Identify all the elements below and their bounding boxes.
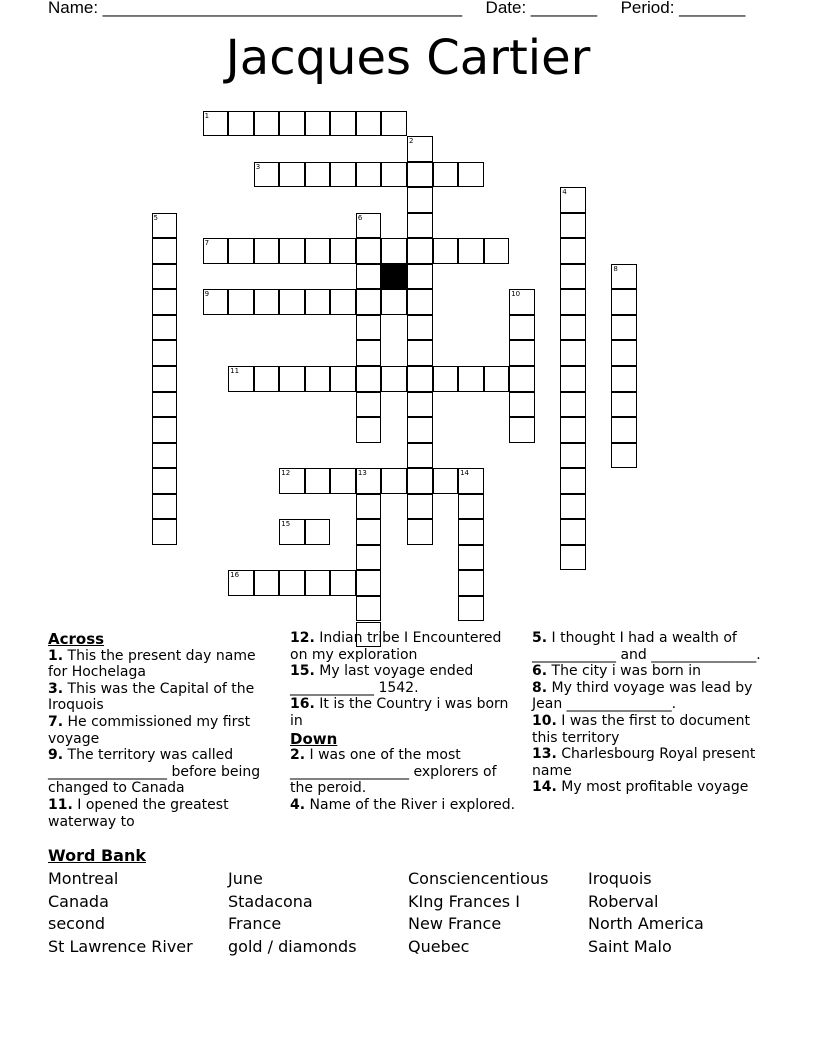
crossword-cell[interactable] [279, 238, 305, 264]
crossword-cell[interactable] [305, 289, 331, 315]
crossword-cell[interactable] [152, 213, 178, 239]
crossword-cell[interactable] [305, 162, 331, 188]
crossword-cell[interactable] [330, 289, 356, 315]
clue-number: 4 [562, 188, 567, 197]
word-bank-item: Roberval [588, 891, 659, 911]
crossword-cell[interactable] [433, 468, 459, 494]
crossword-cell[interactable] [152, 264, 178, 290]
crossword-cell[interactable] [611, 392, 637, 418]
word-bank-title: Word Bank [48, 846, 147, 865]
crossword-cell[interactable] [407, 392, 433, 418]
crossword-cell[interactable] [279, 468, 305, 494]
crossword-cell[interactable] [356, 238, 382, 264]
crossword-cell[interactable] [356, 417, 382, 443]
crossword-cell[interactable] [407, 366, 433, 392]
word-bank-item: Consciencentious [408, 869, 549, 888]
crossword-cell[interactable] [458, 468, 484, 494]
crossword-cell[interactable] [560, 289, 586, 315]
crossword-cell[interactable] [152, 289, 178, 315]
crossword-cell[interactable] [560, 545, 586, 571]
crossword-cell[interactable] [560, 392, 586, 418]
clue-down-4: 4. Name of the River i explored. [290, 796, 516, 813]
crossword-cell[interactable] [611, 417, 637, 443]
crossword-cell[interactable] [254, 366, 280, 392]
name-line: Name: ______________________________________ [48, 0, 463, 17]
down-heading: Down [290, 729, 338, 748]
crossword-cell[interactable] [611, 340, 637, 366]
clue-across-1: 1. This the present day name for Hochelaga [48, 647, 256, 681]
crossword-cell[interactable] [330, 111, 356, 137]
clue-number: 7 [204, 239, 210, 248]
crossword-cell[interactable] [203, 289, 229, 315]
crossword-cell[interactable] [509, 289, 535, 315]
clue-number: 6 [357, 213, 363, 222]
crossword-cell[interactable] [407, 238, 433, 264]
crossword-cell[interactable] [152, 519, 178, 545]
crossword-cell[interactable] [458, 494, 484, 520]
crossword-cell[interactable] [560, 366, 586, 392]
crossword-cell[interactable] [381, 366, 407, 392]
clue-number: 5 [153, 213, 158, 222]
clue-number: 1 [204, 111, 210, 120]
crossword-cell[interactable] [305, 366, 331, 392]
crossword-cell[interactable] [305, 468, 331, 494]
crossword-cell[interactable] [509, 392, 535, 418]
clue-down-5: 5. I thought I had a wealth of ____________ and _______________. [532, 630, 761, 663]
crossword-cell[interactable] [458, 570, 484, 596]
crossword-cell[interactable] [279, 289, 305, 315]
crossword-cell[interactable] [407, 213, 433, 239]
crossword-cell[interactable] [228, 366, 254, 392]
crossword-cell[interactable] [152, 366, 178, 392]
crossword-cell[interactable] [560, 494, 586, 520]
crossword-cell[interactable] [305, 238, 331, 264]
crossword-cell[interactable] [381, 468, 407, 494]
clues-column-3 [532, 630, 764, 796]
crossword-cell[interactable] [279, 162, 305, 188]
crossword-cell[interactable] [381, 238, 407, 264]
clue-across-15: 15. My last voyage ended ____________ 1542. [290, 663, 474, 696]
crossword-cell[interactable] [152, 340, 178, 366]
crossword-cell[interactable] [484, 366, 510, 392]
crossword-cell[interactable] [560, 417, 586, 443]
crossword-cell[interactable] [356, 289, 382, 315]
crossword-cell[interactable] [458, 366, 484, 392]
clue-down-13: 13. Charlesbourg Royal present name [532, 746, 756, 779]
crossword-cell[interactable] [433, 162, 459, 188]
crossword-cell[interactable] [330, 162, 356, 188]
crossword-cell[interactable] [407, 136, 433, 162]
crossword-cell[interactable] [330, 570, 356, 596]
crossword-cell[interactable] [560, 187, 586, 213]
crossword-cell[interactable] [407, 519, 433, 545]
crossword-cell[interactable] [228, 289, 254, 315]
crossword-cell[interactable] [356, 570, 382, 596]
crossword-cell[interactable] [279, 570, 305, 596]
crossword-cell[interactable] [305, 570, 331, 596]
crossword-cell[interactable] [305, 111, 331, 137]
clue-number: 8 [613, 264, 618, 273]
word-bank-item: Stadacona [228, 891, 313, 911]
crossword-cell[interactable] [458, 545, 484, 571]
crossword-cell[interactable] [152, 417, 178, 443]
crossword-cell[interactable] [509, 315, 535, 341]
clue-number: 3 [255, 162, 261, 171]
clue-number: 2 [409, 137, 414, 146]
crossword-cell[interactable] [356, 162, 382, 188]
word-bank-item: Saint Malo [588, 936, 672, 956]
crossword-cell[interactable] [560, 238, 586, 264]
crossword-cell[interactable] [458, 519, 484, 545]
crossword-cell[interactable] [381, 111, 407, 137]
crossword-cell[interactable] [407, 315, 433, 341]
clue-number: 15 [281, 520, 291, 529]
clue-down-6: 6. The city i was born in [532, 663, 701, 680]
crossword-cell[interactable] [458, 238, 484, 264]
clue-number: 11 [230, 367, 240, 375]
clue-across-3: 3. This was the Capital of the Iroquois [48, 680, 255, 714]
clue-across-16: 16. It is the Country i was born in [290, 696, 509, 729]
crossword-cell[interactable] [407, 417, 433, 443]
crossword-cell[interactable] [611, 264, 637, 290]
clue-down-10: 10. I was the first to document this territory [532, 712, 750, 746]
crossword-cell[interactable] [228, 570, 254, 596]
clue-down-2: 2. I was one of the most _________________ explorers of the peroid. [290, 747, 497, 797]
crossword-cell[interactable] [356, 111, 382, 137]
crossword-cell[interactable] [509, 340, 535, 366]
crossword-cell[interactable] [152, 443, 178, 469]
crossword-cell[interactable] [560, 468, 586, 494]
crossword-cell[interactable] [407, 468, 433, 494]
word-bank-item: Quebec [408, 936, 470, 956]
word-bank-item: New France [408, 914, 502, 934]
clue-across-9: 9. The territory was called _________________ before being changed to Canada [48, 747, 261, 797]
clue-across-12: 12. Indian tribe I Encountered on my exploration [290, 630, 502, 663]
clues-column-2 [290, 630, 522, 814]
clue-number: 12 [281, 469, 291, 478]
crossword-cell[interactable] [356, 213, 382, 239]
word-bank-item: France [228, 914, 282, 934]
word-bank-item: second [48, 914, 106, 934]
crossword-cell[interactable] [433, 366, 459, 392]
crossword-cell[interactable] [611, 289, 637, 315]
crossword-cell[interactable] [254, 162, 280, 188]
word-bank-column [228, 868, 408, 958]
crossword-cell[interactable] [356, 545, 382, 571]
crossword-cell[interactable] [381, 289, 407, 315]
crossword-cell[interactable] [560, 340, 586, 366]
crossword-cell[interactable] [381, 162, 407, 188]
crossword-cell[interactable] [356, 315, 382, 341]
crossword-cell[interactable] [407, 162, 433, 188]
word-bank-item: KIng Frances I [408, 891, 520, 911]
crossword-cell[interactable] [305, 519, 331, 545]
word-bank-item: Montreal [48, 869, 119, 888]
across-heading: Across [48, 630, 105, 648]
crossword-cell[interactable] [152, 392, 178, 418]
crossword-cell[interactable] [484, 238, 510, 264]
crossword-cell[interactable] [560, 519, 586, 545]
crossword-cell[interactable] [356, 494, 382, 520]
word-bank-item: gold / diamonds [228, 936, 357, 956]
crossword-cell[interactable] [407, 443, 433, 469]
crossword-cell[interactable] [152, 315, 178, 341]
crossword-cell[interactable] [228, 111, 254, 137]
crossword-cell[interactable] [228, 238, 254, 264]
crossword-cell[interactable] [254, 570, 280, 596]
crossword-cell[interactable] [611, 366, 637, 392]
crossword-cell[interactable] [356, 596, 382, 622]
crossword-cell[interactable] [152, 494, 178, 520]
crossword-cell[interactable] [356, 468, 382, 494]
crossword-cell[interactable] [509, 417, 535, 443]
crossword-cell[interactable] [330, 366, 356, 392]
period-line: Period: _______ [620, 0, 746, 17]
clue-down-8: 8. My third voyage was lead by Jean _______________. [532, 679, 753, 713]
crossword-cell[interactable] [458, 596, 484, 622]
word-bank-item: St Lawrence River [48, 936, 193, 956]
clue-down-14: 14. My most profitable voyage [532, 779, 749, 796]
crossword-cell[interactable] [203, 111, 229, 137]
word-bank-item: June [228, 869, 263, 888]
clue-number: 13 [357, 469, 367, 478]
crossword-cell[interactable] [356, 366, 382, 392]
crossword-cell[interactable] [356, 264, 382, 290]
crossword-cell[interactable] [407, 494, 433, 520]
crossword-cell[interactable] [433, 238, 459, 264]
crossword-cell[interactable] [560, 443, 586, 469]
crossword-cell[interactable] [356, 340, 382, 366]
crossword-cell[interactable] [611, 315, 637, 341]
clue-across-7: 7. He commissioned my first voyage [48, 713, 251, 747]
crossword-cell[interactable] [330, 238, 356, 264]
crossword-cell[interactable] [560, 264, 586, 290]
crossword-cell[interactable] [254, 238, 280, 264]
clue-number: 14 [460, 469, 470, 478]
crossword-cell[interactable] [509, 366, 535, 392]
crossword-cell[interactable] [279, 519, 305, 545]
clue-number: 9 [204, 290, 210, 299]
crossword-cell[interactable] [330, 468, 356, 494]
black-square [381, 264, 407, 290]
crossword-cell[interactable] [254, 111, 280, 137]
crossword-cell[interactable] [560, 315, 586, 341]
crossword-cell[interactable] [254, 289, 280, 315]
clue-across-11: 11. I opened the greatest waterway to [48, 796, 229, 830]
word-bank-item: Canada [48, 891, 109, 911]
page-title: Jacques Cartier [225, 30, 591, 86]
clue-number: 10 [511, 290, 521, 299]
crossword-cell[interactable] [560, 213, 586, 239]
word-bank-item: North America [588, 914, 704, 934]
crossword-cell[interactable] [356, 392, 382, 418]
crossword-cell[interactable] [407, 340, 433, 366]
clue-number: 16 [230, 571, 240, 580]
crossword-cell[interactable] [407, 289, 433, 315]
crossword-cell[interactable] [611, 443, 637, 469]
crossword-cell[interactable] [203, 238, 229, 264]
crossword-cell[interactable] [152, 238, 178, 264]
crossword-cell[interactable] [458, 162, 484, 188]
crossword-cell[interactable] [152, 468, 178, 494]
word-bank-item: Iroquois [588, 869, 652, 888]
crossword-cell[interactable] [407, 264, 433, 290]
crossword-cell[interactable] [356, 519, 382, 545]
word-bank-column [588, 868, 768, 958]
word-bank-column [48, 868, 228, 958]
crossword-cell[interactable] [279, 366, 305, 392]
crossword-cell[interactable] [279, 111, 305, 137]
crossword-cell[interactable] [407, 187, 433, 213]
word-bank-column [408, 868, 588, 958]
date-line: Date: _______ [485, 0, 598, 17]
clues-column-1 [48, 630, 270, 830]
